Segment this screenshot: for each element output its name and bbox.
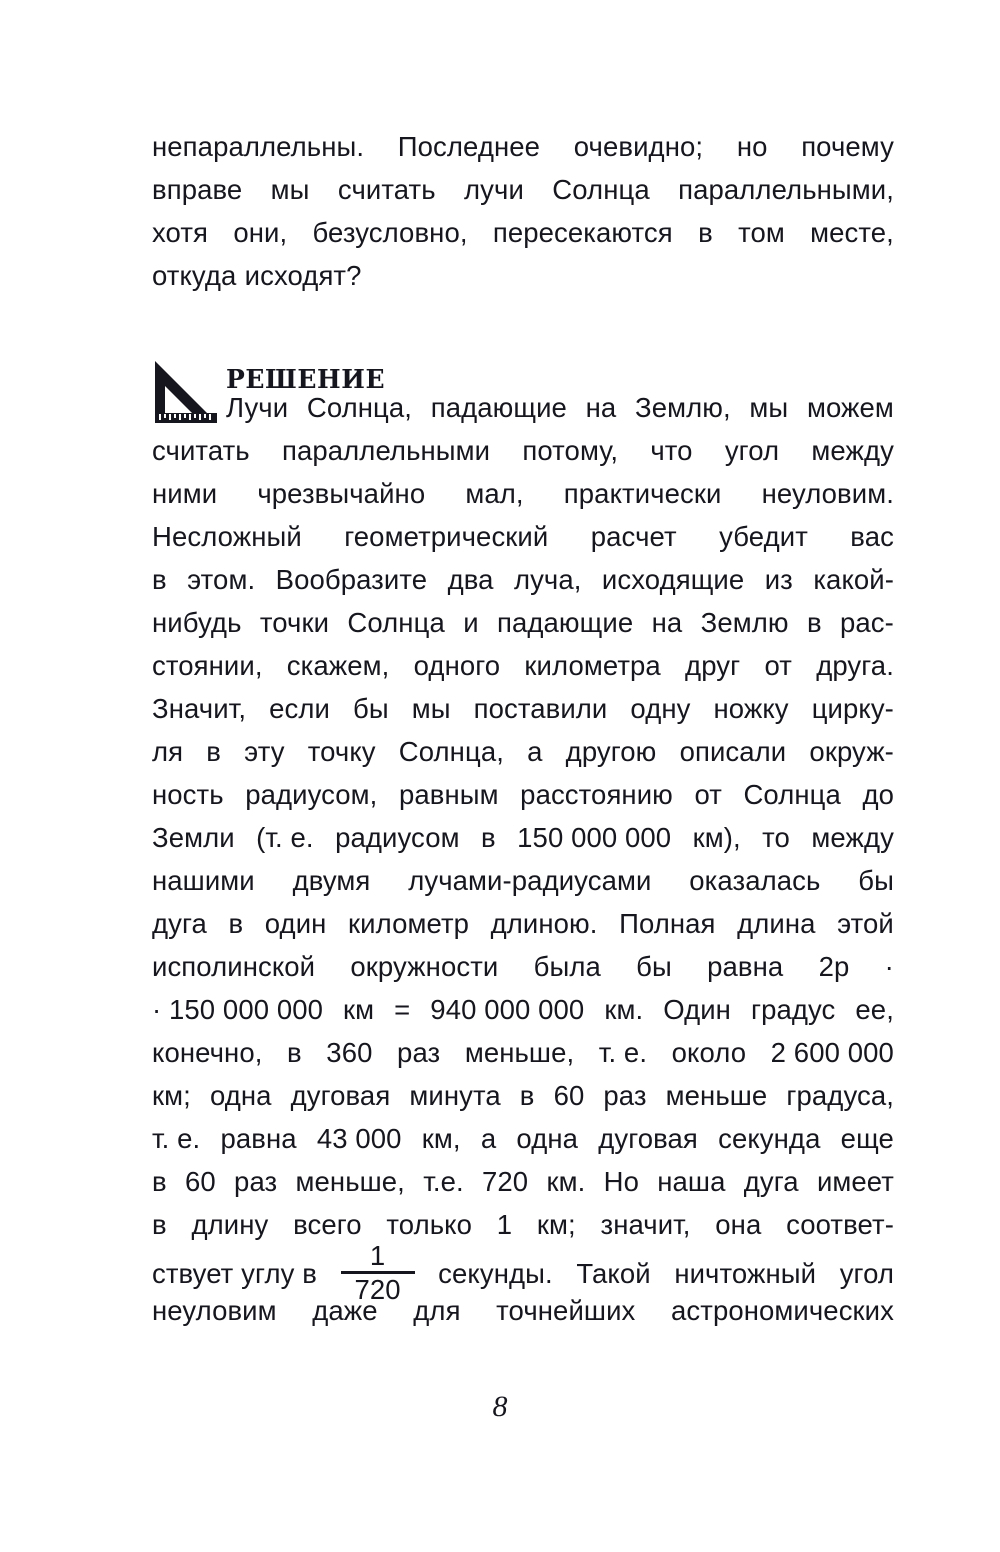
line-word: радиусом xyxy=(335,822,460,853)
text-line xyxy=(152,908,894,951)
line-word: неуловим xyxy=(152,1295,277,1326)
line-word: одну xyxy=(630,693,691,724)
fraction-denominator: 720 xyxy=(354,1274,401,1305)
line-word: лучами-радиусами xyxy=(408,865,652,896)
text-line xyxy=(152,478,894,521)
line-word: окруж- xyxy=(809,736,894,767)
line-word: равна xyxy=(220,1123,297,1154)
line-word: вас xyxy=(850,521,894,552)
line-word: параллельными xyxy=(281,435,491,466)
line-word: наша xyxy=(657,1166,726,1197)
line-word: около xyxy=(671,1037,747,1068)
line-word: Солнца, xyxy=(398,736,504,767)
page-number: 8 xyxy=(492,1390,508,1423)
line-word: ними xyxy=(152,478,218,509)
line-word: и xyxy=(463,607,479,638)
line-word: на xyxy=(585,392,617,423)
section-spacer xyxy=(152,303,894,355)
text-line xyxy=(152,865,894,908)
line-word: т. е. xyxy=(152,1123,201,1154)
line-word: падающие xyxy=(497,607,634,638)
text-line xyxy=(152,951,894,994)
fraction-1-over-720 xyxy=(341,1239,415,1305)
line-word: на xyxy=(651,607,683,638)
page-content xyxy=(152,131,894,1338)
line-word: значит, xyxy=(600,1209,691,1240)
line-word: она xyxy=(715,1209,762,1240)
line-word: непараллельны. xyxy=(152,131,365,162)
line-word: стоянии, xyxy=(152,650,263,681)
line-word: геометрический xyxy=(344,521,549,552)
fraction-line-word: угол xyxy=(839,1257,894,1289)
line-word: эту xyxy=(244,736,285,767)
line-word: 2 600 000 xyxy=(770,1037,894,1068)
line-word: ность xyxy=(152,779,224,810)
line-word: двумя xyxy=(292,865,371,896)
text-line xyxy=(152,994,894,1037)
line-word: а xyxy=(480,1123,497,1154)
fraction-line-word: Такой xyxy=(576,1257,651,1289)
text-line xyxy=(152,174,894,217)
line-word: ля xyxy=(152,736,184,767)
solution-body xyxy=(152,435,894,1252)
line-word: убедит xyxy=(719,521,808,552)
line-word: км, xyxy=(421,1123,461,1154)
line-word: лучи xyxy=(464,174,524,205)
line-word: они, xyxy=(233,217,288,248)
line-word: дуга xyxy=(152,908,207,939)
text-line xyxy=(152,1037,894,1080)
line-word: минута xyxy=(409,1080,501,1111)
line-word: км xyxy=(343,994,375,1025)
text-line xyxy=(152,392,894,435)
line-word: км), xyxy=(692,822,741,853)
line-word: до xyxy=(862,779,894,810)
line-word: расчет xyxy=(590,521,677,552)
line-word: практически xyxy=(563,478,722,509)
line-word: Лучи xyxy=(226,392,289,423)
solution-first-line xyxy=(152,392,894,435)
line-word: км. xyxy=(546,1166,586,1197)
line-word: · xyxy=(884,951,894,982)
line-word: из xyxy=(764,564,793,595)
line-word: от xyxy=(694,779,722,810)
line-word: · 150 000 000 xyxy=(152,994,324,1025)
line-word: а xyxy=(527,736,543,767)
line-word: 2р xyxy=(818,951,850,982)
line-word: секунда xyxy=(718,1123,821,1154)
line-word: длина xyxy=(737,908,816,939)
line-word: оказалась xyxy=(689,865,821,896)
line-word: точку xyxy=(307,736,376,767)
fraction-line-prefix: ствует углу в xyxy=(152,1257,317,1289)
line-word: окружности xyxy=(350,951,499,982)
line-word: мы xyxy=(411,693,451,724)
line-word: падающие xyxy=(430,392,567,423)
line-word: 720 xyxy=(482,1166,529,1197)
line-word: меньше, xyxy=(295,1166,405,1197)
line-word: неуловим. xyxy=(761,478,894,509)
line-word: Вообразите xyxy=(275,564,428,595)
line-word: меньше, xyxy=(464,1037,575,1068)
line-word: меньше xyxy=(665,1080,768,1111)
line-word: от xyxy=(764,650,792,681)
line-word: Но xyxy=(603,1166,639,1197)
line-word: откуда xyxy=(152,260,237,291)
text-line xyxy=(152,607,894,650)
line-word: имеет xyxy=(816,1166,894,1197)
line-word: но xyxy=(736,131,768,162)
line-word: нибудь xyxy=(152,607,242,638)
line-word: длину xyxy=(191,1209,269,1240)
line-word: Солнца, xyxy=(306,392,413,423)
line-word: в xyxy=(481,822,496,853)
line-word: Один xyxy=(663,994,731,1025)
line-word: исходят? xyxy=(244,260,362,291)
line-word: почему xyxy=(801,131,894,162)
line-word: Полная xyxy=(619,908,716,939)
line-word: один xyxy=(264,908,327,939)
line-word: т.е. xyxy=(423,1166,464,1197)
line-word: в xyxy=(152,1166,167,1197)
line-word: описали xyxy=(679,736,787,767)
text-line xyxy=(152,1295,894,1338)
text-line xyxy=(152,217,894,260)
line-word: рас- xyxy=(840,607,894,638)
line-word: в xyxy=(206,736,222,767)
line-word: еще xyxy=(840,1123,894,1154)
text-line xyxy=(152,693,894,736)
line-word: раз xyxy=(603,1080,647,1111)
line-word: угол xyxy=(724,435,780,466)
line-word: раз xyxy=(397,1037,441,1068)
line-word: равным xyxy=(398,779,499,810)
line-word: для xyxy=(413,1295,461,1326)
line-word: ее, xyxy=(855,994,894,1025)
line-word: в xyxy=(152,1209,167,1240)
text-line xyxy=(152,564,894,607)
line-word: исходящие xyxy=(601,564,745,595)
line-word: километра xyxy=(524,650,661,681)
line-word: в xyxy=(698,217,713,248)
solution-section xyxy=(152,355,894,1338)
line-word: 360 xyxy=(326,1037,373,1068)
text-line xyxy=(152,131,894,174)
text-line xyxy=(152,736,894,779)
line-word: нашими xyxy=(152,865,255,896)
line-word: мы xyxy=(270,174,310,205)
line-word: 60 xyxy=(553,1080,585,1111)
line-word: 150 000 000 xyxy=(517,822,672,853)
line-word: бы xyxy=(858,865,894,896)
line-word: градус xyxy=(750,994,836,1025)
line-word: потому, xyxy=(522,435,619,466)
line-word: пересекаются xyxy=(492,217,673,248)
line-word: дуговая xyxy=(290,1080,391,1111)
fraction-numerator: 1 xyxy=(369,1239,386,1271)
line-word: одного xyxy=(413,650,501,681)
line-word: Последнее xyxy=(397,131,541,162)
line-word: Солнца xyxy=(552,174,650,205)
line-word: в xyxy=(228,908,244,939)
line-word: км; xyxy=(536,1209,576,1240)
fraction-line-word: ничтожный xyxy=(674,1257,817,1289)
question-paragraph xyxy=(152,131,894,303)
line-word: в xyxy=(806,607,822,638)
line-word: точки xyxy=(259,607,330,638)
line-word: одна xyxy=(516,1123,579,1154)
line-word: км; xyxy=(152,1080,191,1111)
line-word: друг xyxy=(685,650,741,681)
line-word: конечно, xyxy=(152,1037,263,1068)
line-word: дуговая xyxy=(598,1123,698,1154)
line-word: чрезвычайно xyxy=(257,478,426,509)
line-word: хотя xyxy=(152,217,209,248)
line-word: соответ- xyxy=(786,1209,894,1240)
line-word: Солнца xyxy=(347,607,445,638)
fraction-line-word: секунды. xyxy=(438,1257,553,1289)
text-line xyxy=(152,822,894,865)
line-word: т. е. xyxy=(598,1037,648,1068)
text-line xyxy=(152,260,894,303)
line-word: была xyxy=(533,951,601,982)
line-word: астрономических xyxy=(671,1295,894,1326)
line-word: всего xyxy=(293,1209,362,1240)
line-word: = xyxy=(394,994,411,1025)
line-word: Несложный xyxy=(152,521,302,552)
line-word: параллельными, xyxy=(678,174,894,205)
line-word: Солнца xyxy=(743,779,841,810)
line-word: точнейших xyxy=(496,1295,636,1326)
line-word: исполинской xyxy=(152,951,316,982)
text-line xyxy=(152,1080,894,1123)
set-square-triangle-ruler-icon xyxy=(152,359,220,425)
text-line xyxy=(152,1166,894,1209)
line-word: считать xyxy=(152,435,250,466)
line-word: очевидно; xyxy=(573,131,704,162)
line-word: только xyxy=(386,1209,472,1240)
text-line xyxy=(152,435,894,478)
line-word: км. xyxy=(604,994,644,1025)
line-word: можем xyxy=(806,392,894,423)
line-word: между xyxy=(811,435,894,466)
line-word: этой xyxy=(837,908,894,939)
line-word: друга. xyxy=(816,650,894,681)
line-word: Землю xyxy=(700,607,789,638)
line-word: Землю, xyxy=(634,392,731,423)
line-word: дуга xyxy=(743,1166,799,1197)
line-word: бы xyxy=(636,951,672,982)
line-word: вправе xyxy=(152,174,243,205)
line-word: в xyxy=(152,564,167,595)
line-word: 60 xyxy=(184,1166,216,1197)
line-word: цирку- xyxy=(811,693,894,724)
text-line xyxy=(152,1123,894,1166)
text-line xyxy=(152,650,894,693)
line-word: между xyxy=(811,822,894,853)
line-word: луча, xyxy=(513,564,582,595)
line-word: 1 xyxy=(496,1209,513,1240)
line-word: считать xyxy=(337,174,436,205)
line-word: поставили xyxy=(473,693,608,724)
line-word: градуса, xyxy=(786,1080,894,1111)
line-word: то xyxy=(762,822,790,853)
line-word: бы xyxy=(352,693,389,724)
line-word: два xyxy=(447,564,494,595)
line-word: расстоянию xyxy=(520,779,673,810)
solution-heading-row xyxy=(226,355,894,395)
line-word: этом. xyxy=(187,564,256,595)
line-word: Значит, xyxy=(152,693,247,724)
text-line xyxy=(152,521,894,564)
line-word: в xyxy=(519,1080,535,1111)
line-word: длиною. xyxy=(490,908,598,939)
line-word: мал, xyxy=(465,478,524,509)
line-word: Земли xyxy=(152,822,235,853)
line-word: радиусом, xyxy=(245,779,378,810)
line-word: мы xyxy=(749,392,789,423)
line-word: другою xyxy=(565,736,657,767)
line-word: если xyxy=(269,693,330,724)
line-word: в xyxy=(287,1037,302,1068)
line-word: месте, xyxy=(810,217,894,248)
line-word: равна xyxy=(707,951,784,982)
solution-last-line xyxy=(152,1295,894,1338)
line-word: километр xyxy=(348,908,470,939)
line-word: одна xyxy=(209,1080,272,1111)
line-word: ножку xyxy=(713,693,789,724)
line-word: 43 000 xyxy=(316,1123,402,1154)
solution-heading: РЕШЕНИЕ xyxy=(226,363,386,395)
line-word: (т. е. xyxy=(256,822,314,853)
line-word: что xyxy=(650,435,693,466)
line-word: безусловно, xyxy=(312,217,468,248)
line-word: том xyxy=(738,217,785,248)
line-word: скажем, xyxy=(286,650,390,681)
line-word: 940 000 000 xyxy=(430,994,585,1025)
fraction-line xyxy=(152,1239,894,1305)
line-word: раз xyxy=(234,1166,278,1197)
text-line xyxy=(152,779,894,822)
line-word: даже xyxy=(312,1295,378,1326)
line-word: какой- xyxy=(813,564,894,595)
text-line xyxy=(152,1209,894,1252)
